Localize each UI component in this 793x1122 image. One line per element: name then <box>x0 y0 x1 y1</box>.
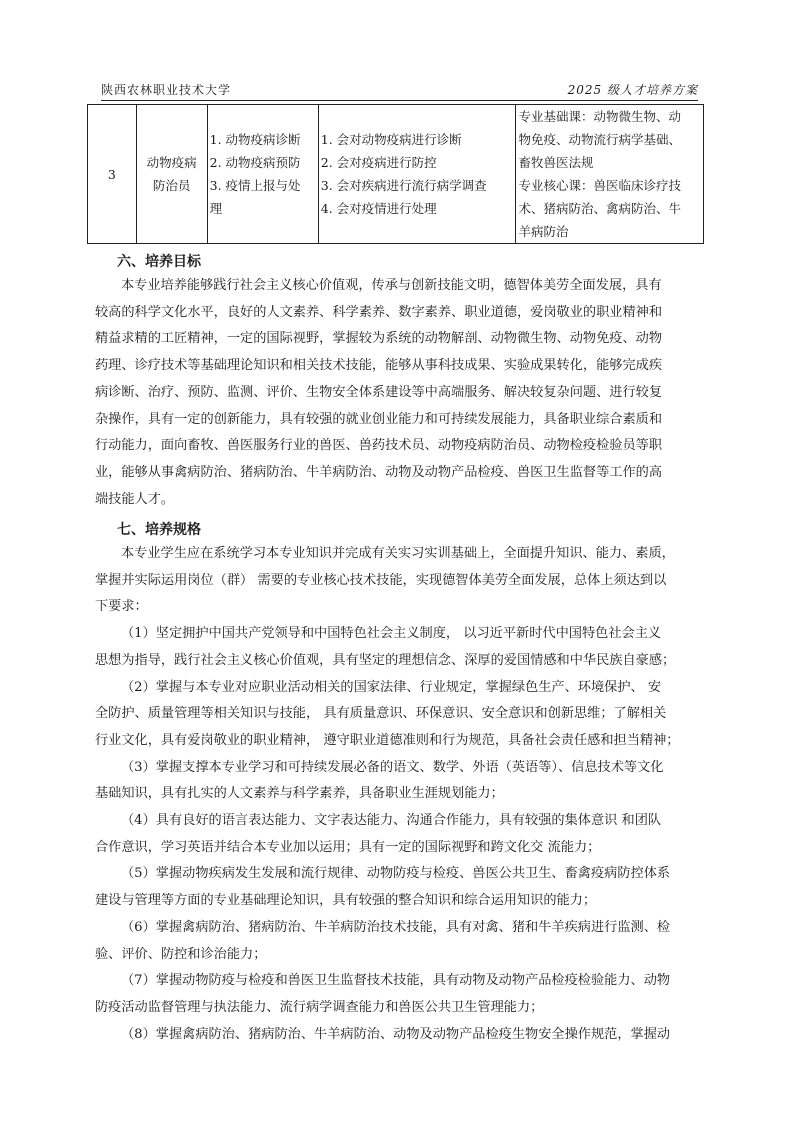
spec-paragraph <box>95 541 700 1048</box>
skill-cell <box>318 105 516 244</box>
course-cell <box>516 105 704 244</box>
course-line: 羊病防治 <box>518 224 569 239</box>
task-line: 3. 疫情上报与处 <box>209 178 301 193</box>
school-name: 陕西农林职业技术大学 <box>101 83 232 97</box>
text-line: （6）掌握禽病防治、猪病防治、牛羊病防治技术技能，具有对禽、猪和牛羊疾病进行监测、检 <box>121 919 671 935</box>
row-number: 3 <box>88 105 137 244</box>
task-line: 理 <box>209 201 223 216</box>
section-heading-spec: 七、培养规格 <box>117 522 201 538</box>
text-line: 掌握并实际运用岗位（群） 需要的专业核心技术技能，实现德智体美劳全面发展，总体上须达到以 <box>95 572 667 588</box>
text-line: （5）掌握动物疾病发生发展和流行规律、动物防疫与检疫、兽医公共卫生、畜禽疫病防控体系 <box>121 866 671 882</box>
course-line: 专业基础课：动物微生物、动 <box>518 109 681 124</box>
work-task-cell <box>207 105 318 244</box>
text-line: 本专业培养能够践行社会主义核心价值观，传承与创新技能文明，德智体美劳全面发展，具有 <box>121 278 662 293</box>
text-line: 业，能够从事禽病防治、猪病防治、牛羊病防治、动物及动物产品检疫、兽医卫生监督等工作的高 <box>95 464 663 480</box>
job-title-line: 防治员 <box>152 178 191 193</box>
text-line: 药理、诊疗技术等基础理论知识和相关技术技能，能够从事科技成果、实验成果转化，能够完成疾 <box>95 358 663 374</box>
text-line: 行动能力，面向畜牧、兽医服务行业的兽医、兽药技术员、动物疫病防治员、动物检疫检验员等职 <box>95 438 663 454</box>
text-line: 基础知识，具有扎实的人文素养与科学素养，具备职业生涯规划能力； <box>95 786 504 802</box>
text-line: 病诊断、治疗、预防、监测、评价、生物安全体系建设等中高端服务、解决较复杂问题、进行较复 <box>95 384 663 400</box>
course-line: 畜牧兽医法规 <box>518 155 594 170</box>
skill-line: 1. 会对动物疫病进行诊断 <box>320 132 462 147</box>
task-line: 2. 动物疫病预防 <box>209 155 301 170</box>
course-line: 物免疫、动物流行病学基础、 <box>518 132 681 147</box>
text-line: （2）掌握与本专业对应职业活动相关的国家法律、行业规定，掌握绿色生产、环境保护、 安 <box>121 679 662 695</box>
course-line: 专业核心课：兽医临床诊疗技 <box>518 178 681 193</box>
text-line: 精益求精的工匠精神，一定的国际视野，掌握较为系统的动物解剖、动物微生物、动物免疫、动物 <box>95 331 663 347</box>
section-heading-goal: 六、培养目标 <box>117 254 201 270</box>
text-line: （3）掌握支撑本专业学习和可持续发展必备的语文、数学、外语（英语等）、信息技术等文化 <box>121 759 664 775</box>
job-title-line: 动物疫病 <box>146 155 197 170</box>
text-line: （7）掌握动物防疫与检疫和兽医卫生监督技术技能，具有动物及动物产品检疫检验能力、动物 <box>121 973 671 989</box>
text-line: 本专业学生应在系统学习本专业知识并完成有关实习实训基础上，全面提升知识、能力、素质， <box>121 546 675 561</box>
job-title-cell <box>136 105 207 244</box>
skill-line: 3. 会对疾病进行流行病学调查 <box>320 178 487 193</box>
text-line: 较高的科学文化水平，良好的人文素养、科学素养、数字素养、职业道德，爱岗敬业的职业精神和 <box>95 304 663 320</box>
text-line: 合作意识，学习英语并结合本专业加以运用；具有一定的国际视野和跨文化交 流能力； <box>95 839 601 855</box>
text-line: 杂操作，具有一定的创新能力，具有较强的就业创业能力和可持续发展能力，具备职业综合素质和 <box>95 411 663 427</box>
text-line: 思想为指导，践行社会主义核心价值观，具有坚定的理想信念、深厚的爱国情感和中华民族自豪感； <box>95 652 676 668</box>
job-table <box>87 104 704 244</box>
skill-line: 4. 会对疫情进行处理 <box>320 201 437 216</box>
page-header <box>101 78 698 101</box>
text-line: 验、评价、防控和诊治能力； <box>95 946 267 962</box>
text-line: （4）具有良好的语言表达能力、文字表达能力、沟通合作能力，具有较强的集体意识 和团队 <box>121 813 662 829</box>
text-line: 防疫活动监督管理与执法能力、流行病学调查能力和兽医公共卫生管理能力； <box>95 999 544 1015</box>
text-line: 行业文化，具有爱岗敬业的职业精神， 遵守职业道德准则和行为规范，具备社会责任感和担当精神； <box>95 732 680 748</box>
table-row <box>88 105 704 244</box>
course-line: 术、猪病防治、禽病防治、牛 <box>518 201 681 216</box>
text-line: 全防护、质量管理等相关知识与技能， 具有质量意识、环保意识、安全意识和创新思维；了解相关 <box>95 706 667 722</box>
goal-paragraph <box>95 273 700 513</box>
text-line: （8）掌握禽病防治、猪病防治、牛羊病防治、动物及动物产品检疫生物安全操作规范，掌握动 <box>121 1026 671 1042</box>
text-line: 下要求： <box>95 599 148 615</box>
skill-line: 2. 会对疫病进行防控 <box>320 155 437 170</box>
task-line: 1. 动物疫病诊断 <box>209 132 301 147</box>
text-line: 端技能人才。 <box>95 491 175 507</box>
plan-title: 2025 级人才培养方案 <box>567 83 698 97</box>
text-line: （1）坚定拥护中国共产党领导和中国特色社会主义制度， 以习近平新时代中国特色社会主义 <box>121 626 662 642</box>
text-line: 建设与管理等方面的专业基础理论知识，具有较强的整合知识和综合运用知识的能力； <box>95 893 597 909</box>
